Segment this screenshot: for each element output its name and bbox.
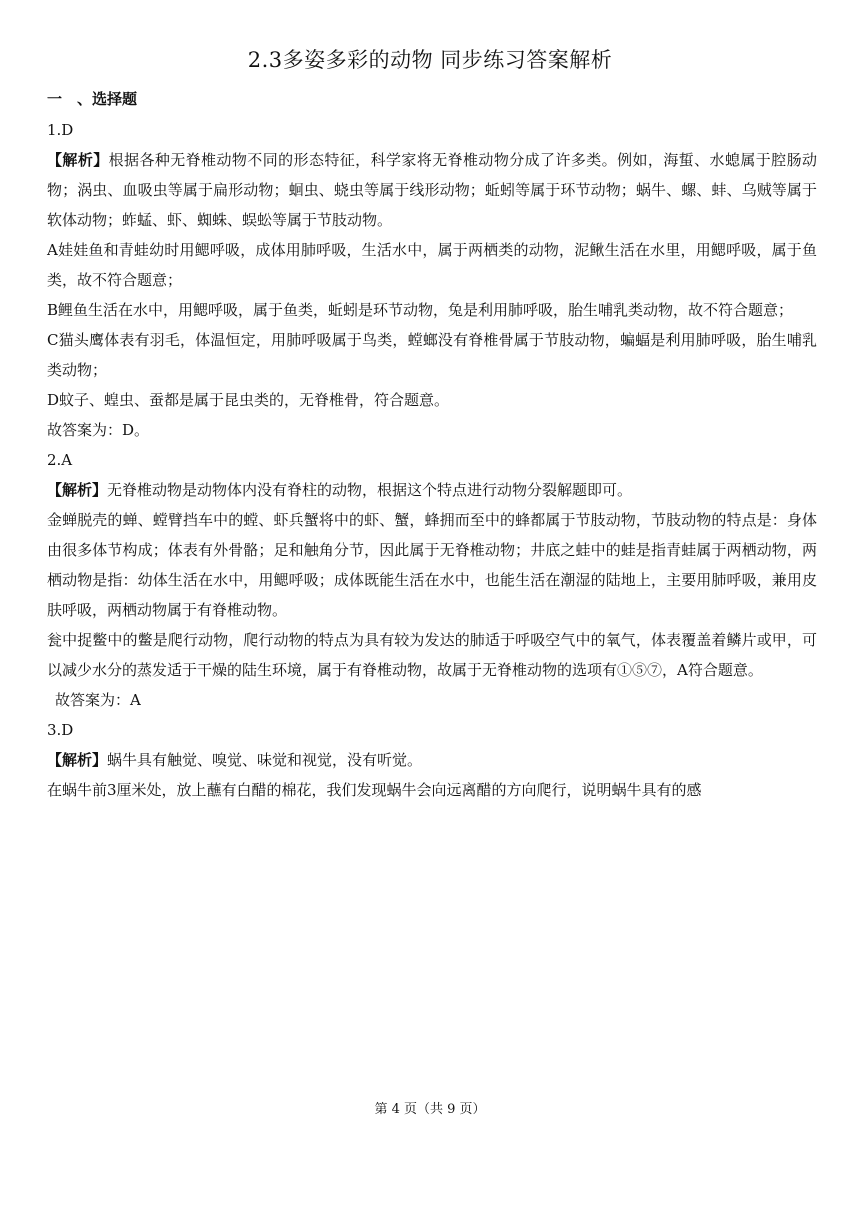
q1-analysis-text: 根据各种无脊椎动物不同的形态特征，科学家将无脊椎动物分成了许多类。例如，海蜇、水螅属于腔肠动物；涡虫、血吸虫等属于扁形动物；蛔虫、蛲虫等属于线形动物；蚯蚓等属于环节动物；蜗牛、螺、蚌、乌贼等属于软体动物；蚱蜢、虾、蜘蛛、蜈蚣等属于节肢动物。 [47,151,817,229]
q2-analysis [47,475,817,505]
q1-analysis [47,145,817,235]
q3-answer: 3.D [47,721,74,739]
q3-analysis-text: 蜗牛具有触觉、嗅觉、味觉和视觉，没有听觉。 [107,751,423,769]
page-title: 2.3多姿多彩的动物 同步练习答案解析 [247,48,613,72]
q2-analysis-text: 无脊椎动物是动物体内没有脊柱的动物，根据这个特点进行动物分裂解题即可。 [107,481,633,499]
q2-paragraph-2: 瓮中捉鳖中的鳖是爬行动物，爬行动物的特点为具有较为发达的肺适于呼吸空气中的氧气，体表覆盖着鳞片或甲，可以减少水分的蒸发适于干燥的陆生环境，属于有脊椎动物，故属于无脊椎动物的选项有①⑤⑦，A符合题意。 [47,631,817,679]
section-heading: 一 、选择题 [47,90,138,108]
analysis-tag: 【解析】 [47,151,109,169]
analysis-tag: 【解析】 [47,481,108,499]
q1-option-d: D蚊子、蝗虫、蚕都是属于昆虫类的，无脊椎骨，符合题意。 [47,391,450,409]
q1-answer: 1.D [47,121,74,139]
q2-conclusion: 故答案为：A [55,691,141,709]
q3-analysis [47,745,817,775]
q1-option-a: A娃娃鱼和青蛙幼时用鳃呼吸，成体用肺呼吸，生活水中，属于两栖类的动物，泥鳅生活在水里，用鳃呼吸，属于鱼类，故不符合题意； [47,241,817,289]
q1-conclusion: 故答案为：D。 [47,421,150,439]
q1-option-c: C猫头鹰体表有羽毛，体温恒定，用肺呼吸属于鸟类，螳螂没有脊椎骨属于节肢动物，蝙蝠是利用肺呼吸，胎生哺乳类动物； [47,331,817,379]
q1-option-b: B鲤鱼生活在水中，用鳃呼吸，属于鱼类，蚯蚓是环节动物，兔是利用肺呼吸，胎生哺乳类动物，故不符合题意； [47,301,794,319]
q2-paragraph-1: 金蝉脱壳的蝉、螳臂挡车中的螳、虾兵蟹将中的虾、蟹，蜂拥而至中的蜂都属于节肢动物，节肢动物的特点是：身体由很多体节构成；体表有外骨骼；足和触角分节，因此属于无脊椎动物；井底之蛙中的蛙是指青蛙属于两栖动物，两栖动物是指：幼体生活在水中，用鳃呼吸；成体既能生活在水中，也能生活在潮湿的陆地上，主要用肺呼吸，兼用皮肤呼吸，两栖动物属于有脊椎动物。 [47,511,817,619]
q2-answer: 2.A [47,451,73,469]
analysis-tag: 【解析】 [47,751,108,769]
answer-body [47,115,817,805]
page-footer: 第 4 页（共 9 页） [374,1102,486,1117]
q3-paragraph-1: 在蜗牛前3厘米处，放上蘸有白醋的棉花，我们发现蜗牛会向远离醋的方向爬行，说明蜗牛具有的感 [47,781,702,799]
